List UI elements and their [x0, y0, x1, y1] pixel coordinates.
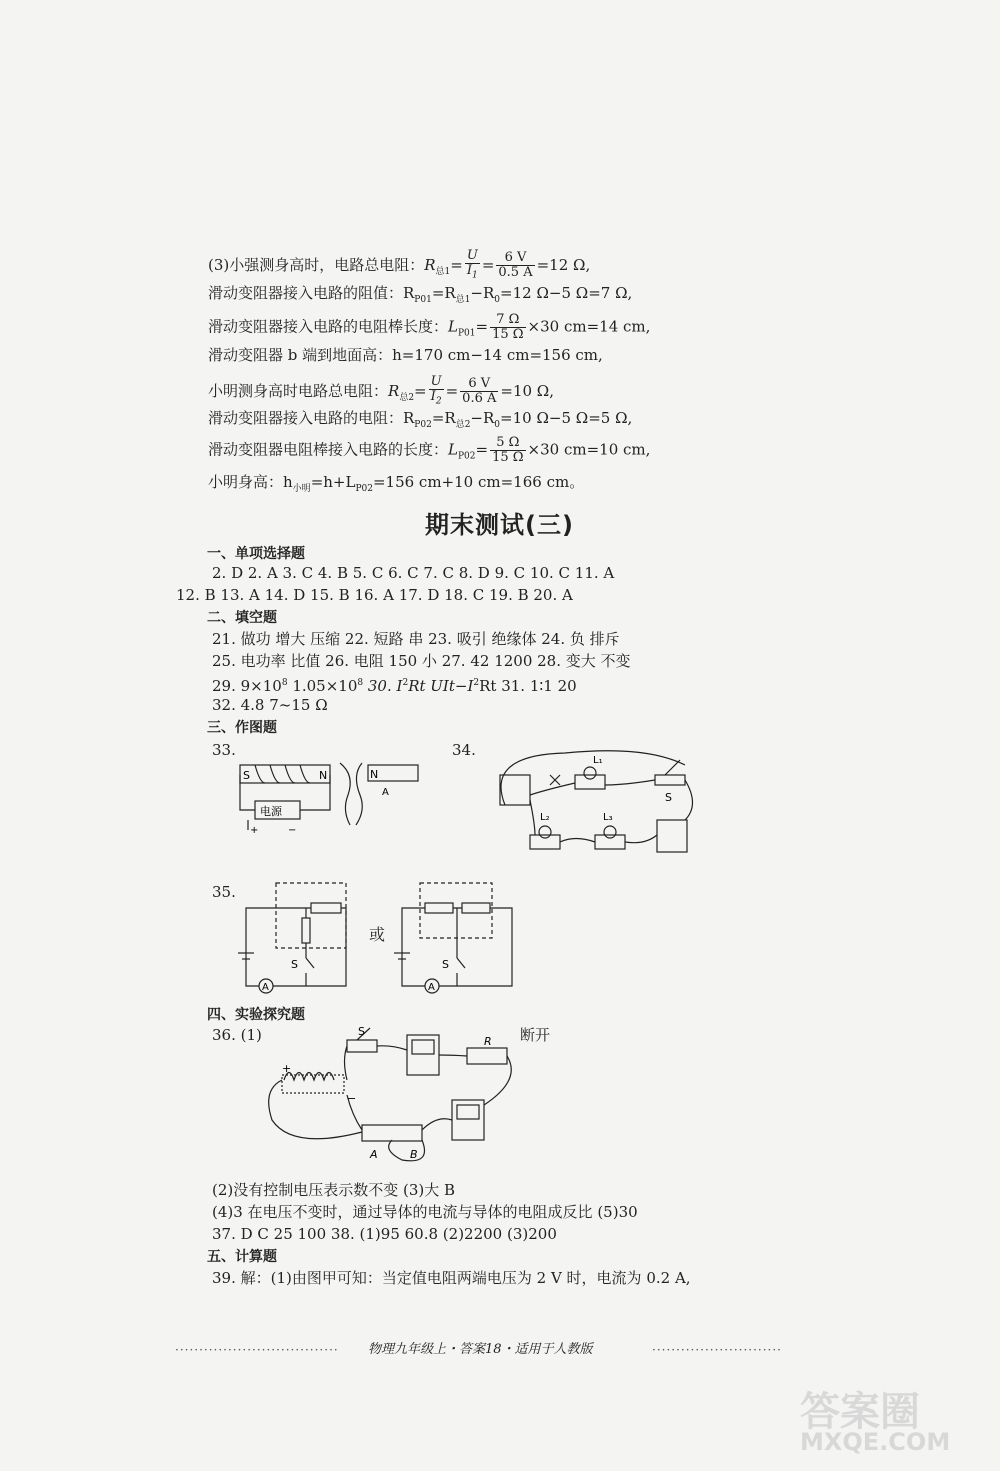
fraction: $\frac{6 V}{0.5 A}$: [498, 250, 533, 281]
answer-text: 断开: [520, 1026, 551, 1044]
pole-s-label: S: [243, 769, 250, 782]
circuit-diagram-34: [485, 735, 715, 865]
or-label: 或: [369, 925, 386, 944]
switch-label: S: [665, 791, 672, 804]
answer-line: 29. $9\times 10^8$ $1.05\times 10^8$ 30. $I^2Rt$ $UIt-I^2Rt$ 31. 1∶1 20: [212, 677, 577, 695]
watermark-url: MXQE.COM: [800, 1428, 951, 1456]
power-label: 电源: [260, 805, 282, 818]
fraction: $\frac{6 V}{0.6 A}$: [462, 376, 497, 407]
footer-rule-left: ··································: [175, 1343, 339, 1357]
fraction: $\frac{7 \Omega}{15 \Omega}$: [492, 312, 524, 342]
l3-label: L₃: [603, 812, 613, 823]
fraction: $\frac{5 \Omega}{15 \Omega}$: [492, 435, 524, 465]
exam-title: 期末测试(三): [425, 511, 574, 539]
switch-label: S: [442, 958, 449, 971]
l1-label: L₁: [593, 755, 603, 766]
question-number: 34.: [452, 741, 476, 759]
ammeter-label: A: [428, 982, 435, 993]
section-heading: 五、计算题: [207, 1249, 277, 1265]
switch-label: S: [291, 958, 298, 971]
plus-label: +: [250, 825, 259, 835]
fraction: $\frac{U}{I_1}$: [466, 248, 478, 281]
footer-text: 物理九年级上・答案18・适用于人教版: [368, 1342, 593, 1357]
l2-label: L₂: [540, 812, 550, 823]
answer-line: 2. D 2. A 3. C 4. B 5. C 6. C 7. C 8. D 9. C 10. C 11. A: [212, 564, 615, 582]
calc-line-3: 滑动变阻器接入电路的电阻棒长度：$L_{P01}=$ $\frac{7 \Omega}{15 \Omega}$ ×30 cm=14 cm,: [208, 312, 651, 342]
answer-line: 12. B 13. A 14. D 15. B 16. A 17. D 18. C 19. B 20. A: [176, 586, 573, 604]
answer-line: 21. 做功 增大 压缩 22. 短路 串 23. 吸引 绝缘体 24. 负 排斥: [212, 630, 620, 648]
answer-line: (2)没有控制电压表示数不变 (3)大 B: [212, 1181, 456, 1199]
answer-line: (4)3 在电压不变时，通过导体的电流与导体的电阻成反比 (5)30: [212, 1203, 638, 1221]
question-number: 33.: [212, 741, 236, 759]
experiment-circuit-36: [262, 1020, 532, 1175]
answer-line: 32. 4.8 7~15 Ω: [212, 696, 328, 714]
magnet-n-label: N: [370, 768, 379, 781]
question-number: 36. (1): [212, 1026, 262, 1044]
a-label: A: [370, 1148, 378, 1161]
question-number: 35.: [212, 883, 236, 901]
switch-label: S: [358, 1025, 365, 1038]
fraction: $\frac{U}{I_2}$: [430, 374, 442, 407]
plus-label: +: [282, 1062, 292, 1075]
pole-n-label: N: [319, 769, 328, 782]
ammeter-label: A: [262, 982, 269, 993]
calc-line-4: 滑动变阻器 b 端到地面高：h=170 cm−14 cm=156 cm,: [208, 346, 603, 364]
r-label: R: [484, 1035, 492, 1048]
minus-label: −: [347, 1092, 357, 1105]
answer-line: 39. 解：(1)由图甲可知：当定值电阻两端电压为 2 V 时，电流为 0.2 A,: [212, 1269, 691, 1287]
calc-line-2: 滑动变阻器接入电路的阻值：$R_{P01}=R_{总1}-R_0=12$ Ω−5 Ω=7 Ω,: [208, 284, 633, 305]
circuit-diagram-35b: [392, 878, 522, 998]
watermark-logo: 答案圈: [800, 1389, 920, 1435]
magnet-a-label: A: [382, 787, 389, 798]
circuit-diagram-35a: [236, 878, 356, 998]
calc-line-1: (3)小强测身高时，电路总电阻：$R_{总1}=$ $\frac{U}{I_1}$ = $\frac{6 V}{0.5 A}$ =12 Ω,: [208, 248, 591, 281]
calc-line-5: 小明测身高时电路总电阻：$R_{总2}=$ $\frac{U}{I_2}$ = $\frac{6 V}{0.6 A}$ =10 Ω,: [208, 374, 555, 407]
answer-line: 37. D C 25 100 38. (1)95 60.8 (2)2200 (3)200: [212, 1225, 557, 1243]
minus-label: −: [288, 825, 297, 835]
solenoid-diagram: [230, 735, 430, 835]
footer-rule-right: ···························: [652, 1343, 782, 1357]
section-heading: 二、填空题: [207, 610, 277, 626]
section-heading: 一、单项选择题: [207, 546, 305, 562]
b-label: B: [410, 1148, 418, 1161]
section-heading: 三、作图题: [207, 720, 277, 736]
section-heading: 四、实验探究题: [207, 1007, 305, 1023]
calc-line-6: 滑动变阻器接入电路的电阻：$R_{P02}=R_{总2}-R_0=10$ Ω−5 Ω=5 Ω,: [208, 409, 633, 430]
calc-line-7: 滑动变阻器电阻棒接入电路的长度：$L_{P02}=$ $\frac{5 \Omega}{15 \Omega}$ ×30 cm=10 cm,: [208, 435, 651, 465]
calc-line-8: 小明身高：$h_{小明}=h+L_{P02}=156$ cm+10 cm=166 cm。: [208, 473, 585, 494]
answer-line: 25. 电功率 比值 26. 电阻 150 小 27. 42 1200 28. 变大 不变: [212, 652, 631, 670]
